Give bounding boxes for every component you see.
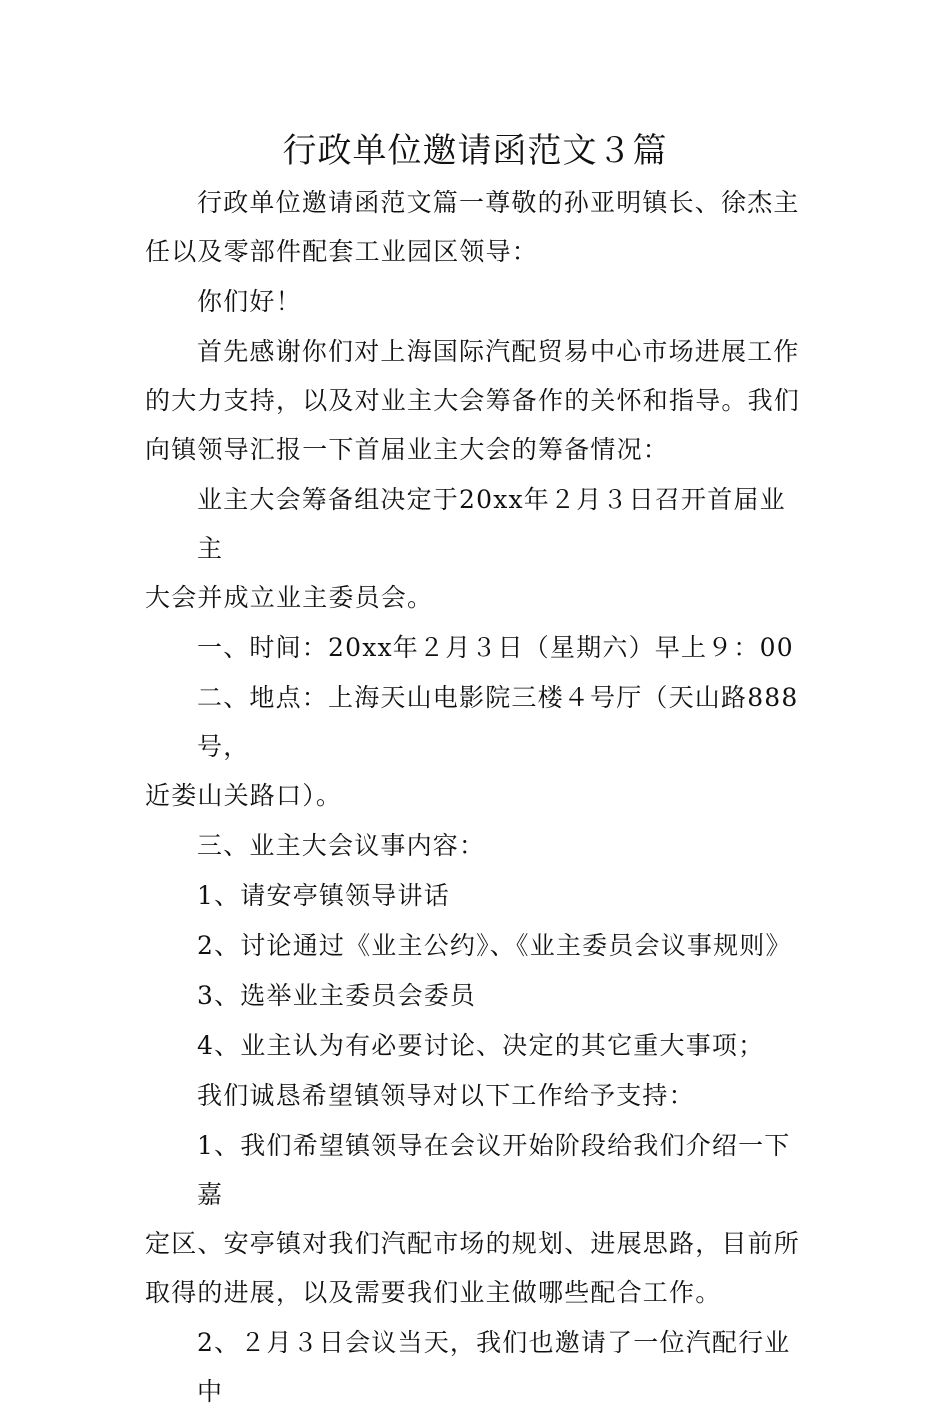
paragraph-line: 任以及零部件配套工业园区领导： — [145, 237, 539, 266]
body-paragraph — [145, 1071, 810, 1120]
document-body — [145, 178, 810, 1417]
paragraph-line: 2、２月３日会议当天，我们也邀请了一位汽配行业中 — [197, 1328, 791, 1406]
paragraph-line: 一、时间：20xx年２月３日（星期六）早上９：00 — [197, 633, 794, 662]
paragraph-line: 2、讨论通过《业主公约》、《业主委员会议事规则》 — [197, 931, 792, 960]
body-paragraph — [145, 178, 810, 276]
body-paragraph — [145, 623, 810, 672]
body-paragraph — [145, 277, 810, 326]
paragraph-line: 业主大会筹备组决定于20xx年２月３日召开首届业主 — [197, 485, 786, 563]
paragraph-line: 1、我们希望镇领导在会议开始阶段给我们介绍一下嘉 — [197, 1131, 791, 1209]
paragraph-line: 的大力支持，以及对业主大会筹备作的关怀和指导。我们 — [145, 386, 801, 415]
body-paragraph — [145, 673, 810, 820]
paragraph-line: 你们好！ — [197, 287, 302, 316]
paragraph-line: 三、业主大会议事内容： — [197, 831, 486, 860]
paragraph-line: 二、地点：上海天山电影院三楼４号厅（天山路888号， — [197, 683, 799, 761]
paragraph-line: 定区、安亭镇对我们汽配市场的规划、进展思路，目前所 — [145, 1229, 801, 1258]
body-paragraph — [145, 1021, 810, 1070]
body-paragraph — [145, 921, 810, 970]
body-paragraph — [145, 475, 810, 622]
paragraph-line: 向镇领导汇报一下首届业主大会的筹备情况： — [145, 435, 670, 464]
paragraph-line: 我们诚恳希望镇领导对以下工作给予支持： — [197, 1081, 695, 1110]
body-paragraph — [145, 871, 810, 920]
paragraph-line: 大会并成立业主委员会。 — [145, 583, 434, 612]
body-paragraph — [145, 1121, 810, 1317]
document-title: 行政单位邀请函范文３篇 — [282, 131, 668, 171]
paragraph-line: 取得的进展，以及需要我们业主做哪些配合工作。 — [145, 1278, 722, 1307]
body-paragraph — [145, 821, 810, 870]
paragraph-line: 近娄山关路口）。 — [145, 781, 343, 810]
paragraph-line: 首先感谢你们对上海国际汽配贸易中心市场进展工作 — [197, 337, 800, 366]
body-paragraph — [145, 327, 810, 474]
paragraph-line: 1、请安亭镇领导讲话 — [197, 881, 450, 910]
body-paragraph — [145, 1318, 810, 1416]
paragraph-line: 行政单位邀请函范文篇一尊敬的孙亚明镇长、徐杰主 — [197, 188, 800, 217]
body-paragraph — [145, 971, 810, 1020]
paragraph-line: 3、选举业主委员会委员 — [197, 981, 477, 1010]
paragraph-line: 4、业主认为有必要讨论、决定的其它重大事项； — [197, 1031, 765, 1060]
